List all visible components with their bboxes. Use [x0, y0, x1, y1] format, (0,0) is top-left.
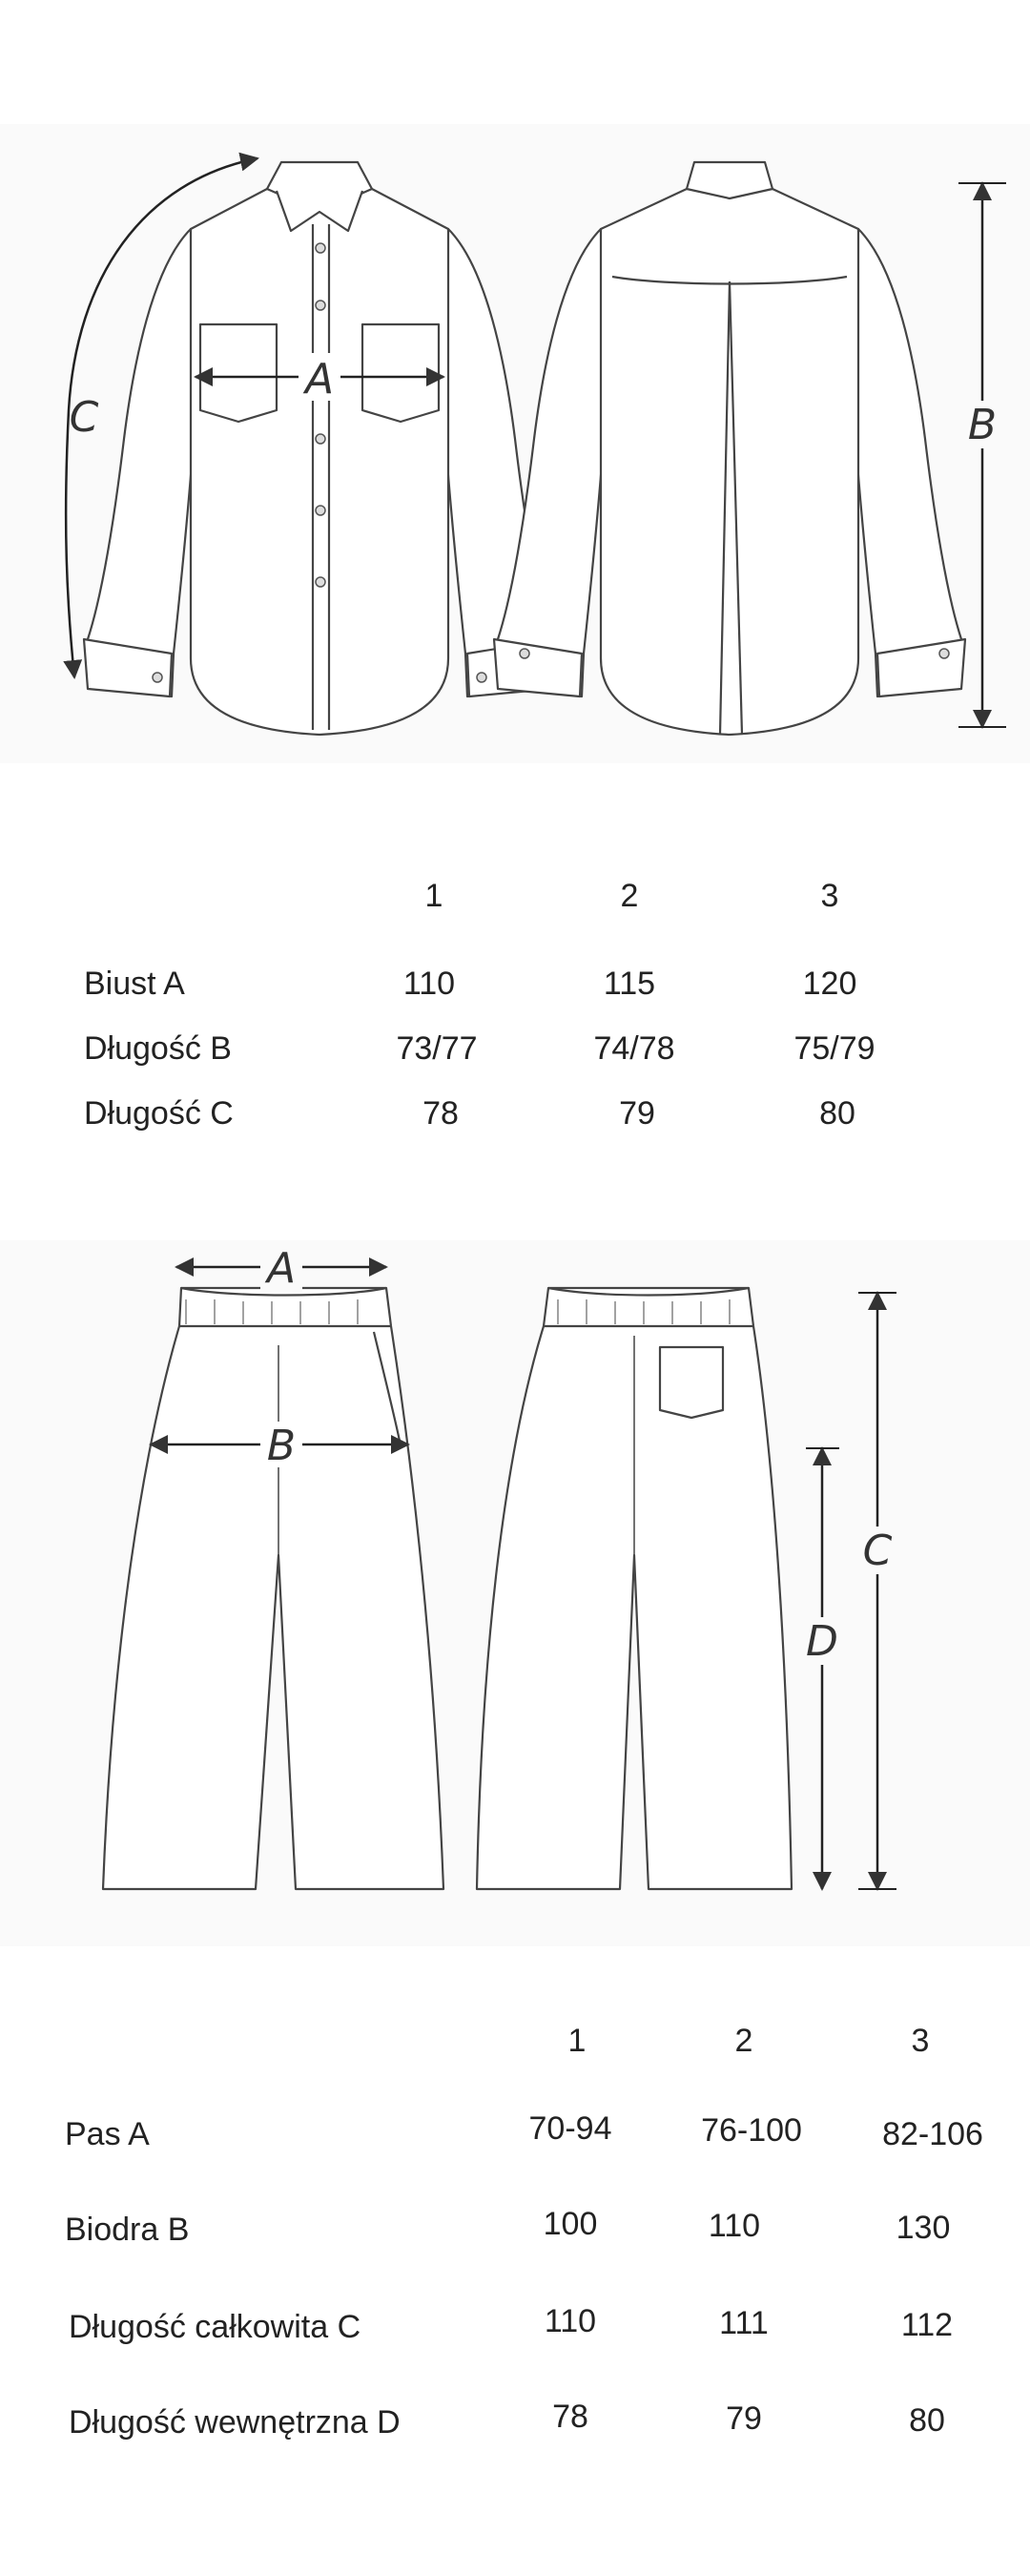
shirt-diagram	[0, 124, 1030, 763]
pants-cell: 70-94	[528, 2110, 612, 2147]
pants-cell: 130	[896, 2210, 951, 2246]
pants-row-label: Długość całkowita C	[69, 2309, 361, 2345]
pants-cell: 112	[900, 2307, 954, 2343]
pants-label-b: B	[266, 1422, 297, 1470]
shirt-col-header: 3	[820, 878, 839, 914]
shirt-cell: 110	[402, 966, 456, 1002]
pants-row-label: Pas A	[65, 2116, 150, 2152]
shirt-row-label: Biust A	[84, 966, 185, 1002]
shirt-drawing	[0, 124, 1030, 763]
pants-drawing	[0, 1240, 1030, 1946]
pants-label-d: D	[806, 1617, 838, 1666]
shirt-cell: 78	[422, 1095, 459, 1132]
shirt-row-label: Długość B	[84, 1030, 232, 1067]
pants-cell: 78	[552, 2399, 588, 2435]
pants-cell: 79	[726, 2400, 762, 2437]
pants-diagram	[0, 1240, 1030, 1946]
shirt-cell: 74/78	[593, 1030, 675, 1067]
shirt-label-b: B	[967, 401, 998, 449]
pants-size-table	[0, 2023, 1030, 2500]
shirt-cell: 120	[802, 966, 857, 1002]
shirt-cell: 80	[819, 1095, 855, 1132]
pants-cell: 100	[543, 2206, 598, 2242]
shirt-row-label: Długość C	[84, 1095, 234, 1132]
pants-cell: 110	[544, 2303, 597, 2339]
pants-row-label: Długość wewnętrzna D	[69, 2404, 401, 2441]
shirt-cell: 73/77	[396, 1030, 478, 1067]
pants-cell: 76-100	[701, 2112, 802, 2149]
pants-row-label: Biodra B	[65, 2212, 190, 2248]
shirt-cell: 115	[603, 966, 656, 1002]
shirt-cell: 75/79	[793, 1030, 876, 1067]
pants-col-header: 2	[734, 2023, 753, 2059]
pants-col-header: 1	[567, 2023, 587, 2059]
pants-cell: 82-106	[882, 2116, 983, 2152]
pants-label-c: C	[862, 1527, 893, 1575]
pants-label-a: A	[266, 1244, 297, 1293]
pants-cell: 111	[719, 2305, 769, 2341]
shirt-cell: 79	[619, 1095, 655, 1132]
pants-cell: 110	[708, 2208, 761, 2244]
pants-cell: 80	[909, 2402, 945, 2439]
shirt-col-header: 2	[620, 878, 639, 914]
pants-col-header: 3	[911, 2023, 930, 2059]
shirt-size-table	[0, 859, 1030, 1145]
shirt-col-header: 1	[424, 878, 443, 914]
shirt-label-c: C	[69, 393, 99, 442]
shirt-label-a: A	[304, 355, 335, 404]
